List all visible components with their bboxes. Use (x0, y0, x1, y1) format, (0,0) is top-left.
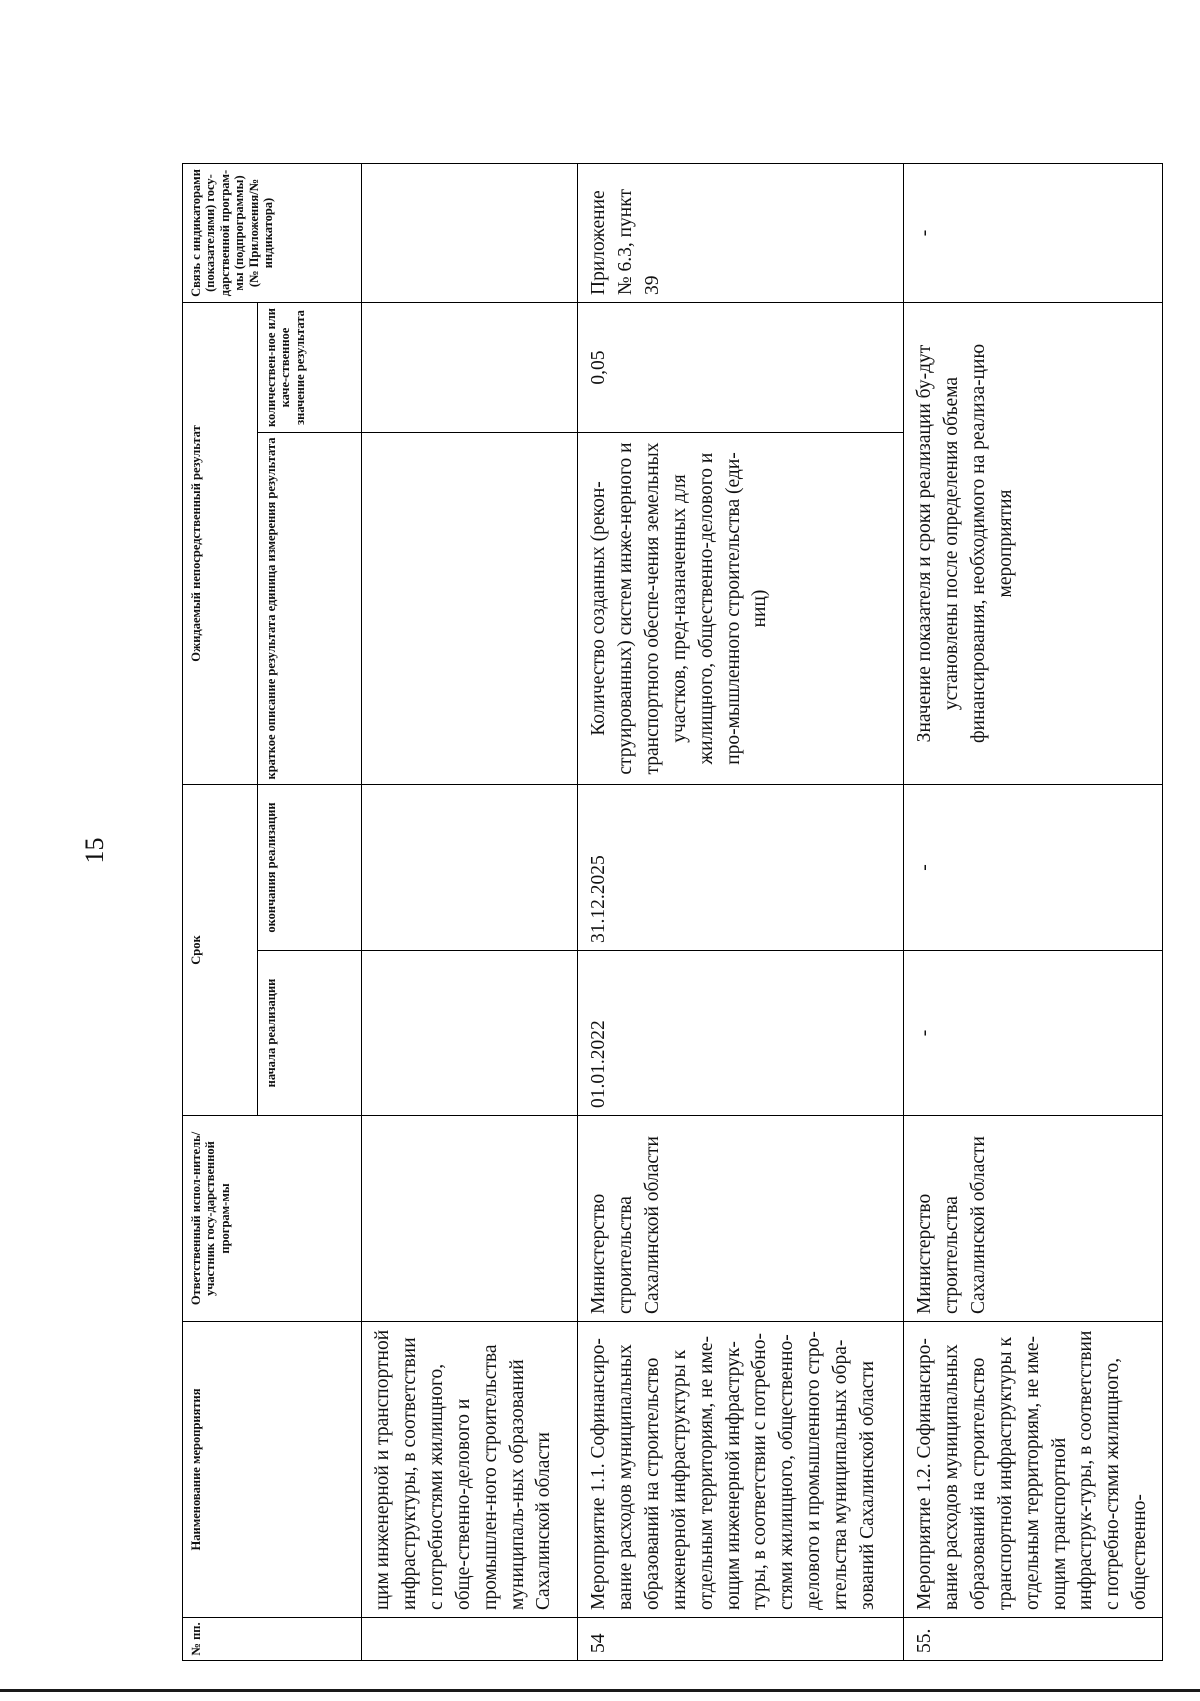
table-row (362, 164, 578, 1661)
cell-no: 55. (904, 1618, 1163, 1661)
cell-result-value (362, 303, 578, 433)
header-term-end: окончания реализации (258, 785, 362, 951)
table-row (904, 164, 1163, 1661)
cell-no (362, 1618, 578, 1661)
cell-end: 31.12.2025 (578, 785, 904, 951)
cell-end: - (904, 785, 1163, 951)
header-term: Срок (183, 785, 258, 1116)
cell-result-desc: Количество созданных (рекон-струированных) систем инже-нерного и транспортного обеспе-чения земельных участков, пред-назначенных для жилищного, общественно-делового и про-мышленного строительства (еди-ниц) (578, 433, 904, 785)
cell-end (362, 785, 578, 951)
header-result-desc: краткое описание результата единица измерения результата (258, 433, 362, 785)
header-term-start: начала реализации (258, 951, 362, 1116)
cell-no: 54 (578, 1618, 904, 1661)
header-link: Связь с индикаторами (показателями) госу-дарственной програм-мы (подпрограммы) (№ Приложения/№ индикатора) (183, 164, 362, 303)
cell-result-desc (362, 433, 578, 785)
cell-name: Мероприятие 1.2. Софинансиро-вание расходов муниципальных образований на строительство транспортной инфраструктуры к отдельным территориям, не име-ющим транспортной инфраструк-туры, в соответствии с потребно-стями жилищного, общественно- (904, 1322, 1163, 1618)
cell-link (362, 164, 578, 303)
header-no: № пп. (183, 1618, 362, 1661)
cell-start: - (904, 951, 1163, 1116)
cell-result-merged: Значение показателя и сроки реализации бу-дут установлены после определения объема финансирования, необходимого на реализа-цию мероприятия (904, 303, 1163, 785)
header-result: Ожидаемый непосредственный результат (183, 303, 258, 785)
cell-name: щим инженерной и транспортной инфраструктуры, в соответствии с потребностями жилищного, обще-ственно-делового и промышлен-ного строительства муниципаль-ных образований Сахалинской области (362, 1322, 578, 1618)
cell-link: - (904, 164, 1163, 303)
cell-responsible: Министерство строительства Сахалинской области (578, 1116, 904, 1322)
scan-edge-line (0, 1689, 1200, 1692)
cell-responsible (362, 1116, 578, 1322)
cell-result-value: 0,05 (578, 303, 904, 433)
cell-start (362, 951, 578, 1116)
cell-name: Мероприятие 1.1. Софинансиро-вание расходов муниципальных образований на строительство инженерной инфраструктуры к отдельным территориям, не име-ющим инженерной инфраструк-туры, в соответствии с потребно-стями жилищного, общественно-делового и промышленного стро-ительства муниципальных обра-зований Сахалинской области (578, 1322, 904, 1618)
header-result-value: количествен-ное или каче-ственное значение результата (258, 303, 362, 433)
cell-responsible: Министерство строительства Сахалинской области (904, 1116, 1163, 1322)
header-name: Наименование мероприятия (183, 1322, 362, 1618)
cell-link: Приложение № 6.3, пункт 39 (578, 164, 904, 303)
table-row (578, 164, 904, 1661)
header-responsible: Ответственный испол-нитель/участник госу-дарственной програм-мы (183, 1116, 362, 1322)
activities-table (182, 163, 1163, 1661)
page-number: 15 (80, 837, 109, 864)
cell-start: 01.01.2022 (578, 951, 904, 1116)
